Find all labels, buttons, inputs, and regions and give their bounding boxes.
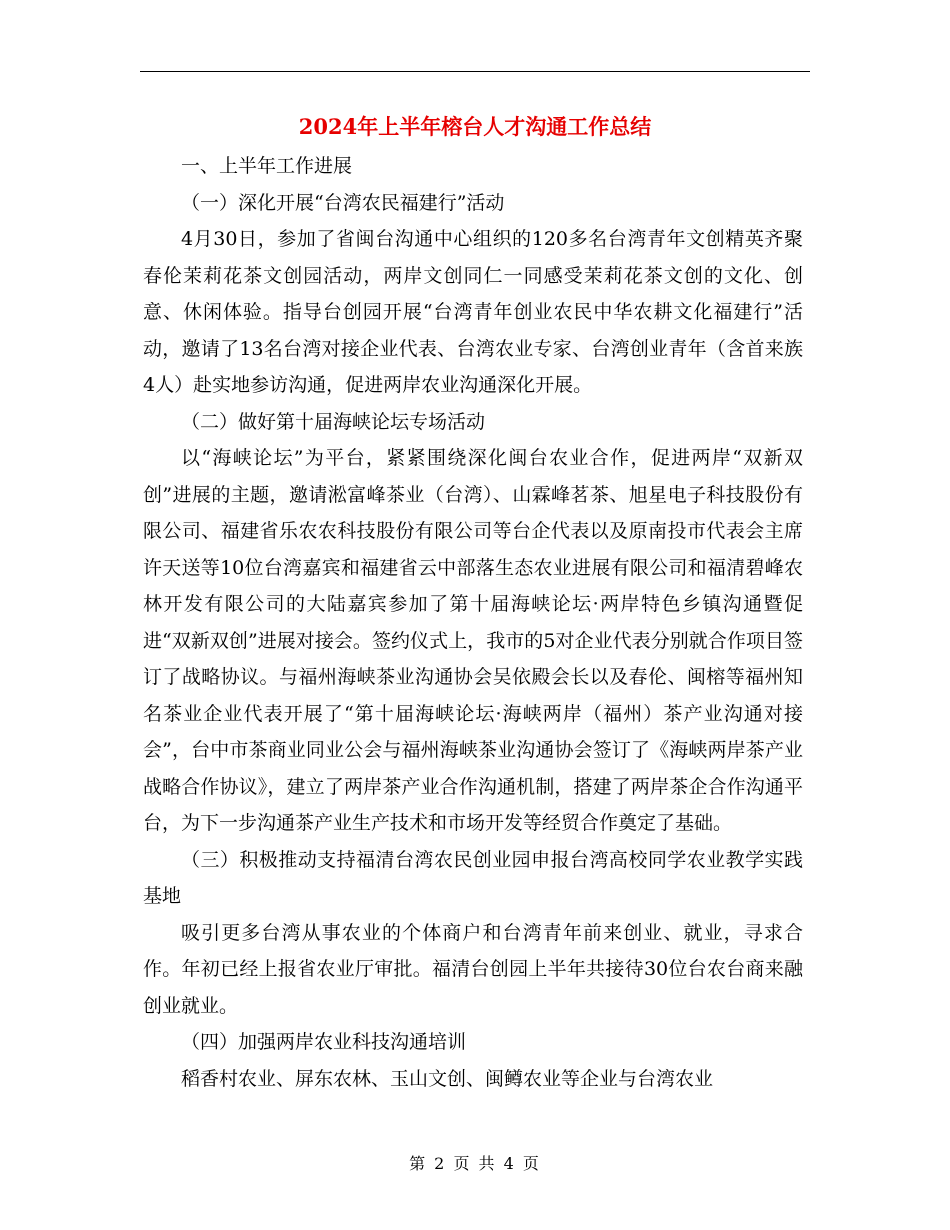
body-paragraph: 4月30日，参加了省闽台沟通中心组织的120多名台湾青年文创精英齐聚春伦茉莉花茶文创园活动，两岸文创同仁一同感受茉莉花茶文创的文化、创意、休闲体验。指导台创园开展“台湾青年创业农民中华农耕文化福建行”活动，邀请了13名台湾对接企业代表、台湾农业专家、台湾创业青年（含首来族4人）赴实地参访沟通，促进两岸农业沟通深化开展。 bbox=[143, 228, 803, 396]
subsection-heading: （三）积极推动支持福清台湾农民创业园申报台湾高校同学农业教学实践基地 bbox=[143, 848, 803, 907]
subsection-heading: （二）做好第十届海峡论坛专场活动 bbox=[181, 410, 486, 433]
subsection-heading: （四）加强两岸农业科技沟通培训 bbox=[181, 1031, 467, 1053]
header-rule bbox=[140, 71, 810, 72]
document-title: 2024年上半年榕台人才沟通工作总结 bbox=[298, 114, 652, 139]
page-footer: 第 2 页 共 4 页 bbox=[409, 1154, 541, 1173]
section-heading: 一、上半年工作进展 bbox=[181, 155, 353, 177]
body-paragraph: 吸引更多台湾从事农业的个体商户和台湾青年前来创业、就业，寻求合作。年初已经上报省农业厅审批。福清台创园上半年共接待30位台农台商来融创业就业。 bbox=[143, 921, 803, 1017]
subsection-heading: （一）深化开展“台湾农民福建行”活动 bbox=[181, 191, 505, 214]
body-paragraph: 稻香村农业、屏东农林、玉山文创、闽鳟农业等企业与台湾农业 bbox=[181, 1067, 714, 1090]
body-paragraph: 以“海峡论坛”为平台，紧紧围绕深化闽台农业合作，促进两岸“双新双创”进展的主题，邀请淞富峰茶业（台湾）、山霖峰茗茶、旭星电子科技股份有限公司、福建省乐农农科技股份有限公司等台企代表以及原南投市代表会主席许天送等10位台湾嘉宾和福建省云中部落生态农业进展有限公司和福清碧峰农林开发有限公司的大陆嘉宾参加了第十届海峡论坛·两岸特色乡镇沟通暨促进“双新双创”进展对接会。签约仪式上，我市的5对企业代表分别就合作项目签订了战略协议。与福州海峡茶业沟通协会吴依殿会长以及春伦、闽榕等福州知名茶业企业代表开展了“第十届海峡论坛·海峡两岸（福州）茶产业沟通对接会”，台中市茶商业同业公会与福州海峡茶业沟通协会签订了《海峡两岸茶产业战略合作协议》，建立了两岸茶产业合作沟通机制，搭建了两岸茶企合作沟通平台，为下一步沟通茶产业生产技术和市场开发等经贸合作奠定了基础。 bbox=[143, 447, 803, 834]
document-body bbox=[143, 148, 803, 1097]
